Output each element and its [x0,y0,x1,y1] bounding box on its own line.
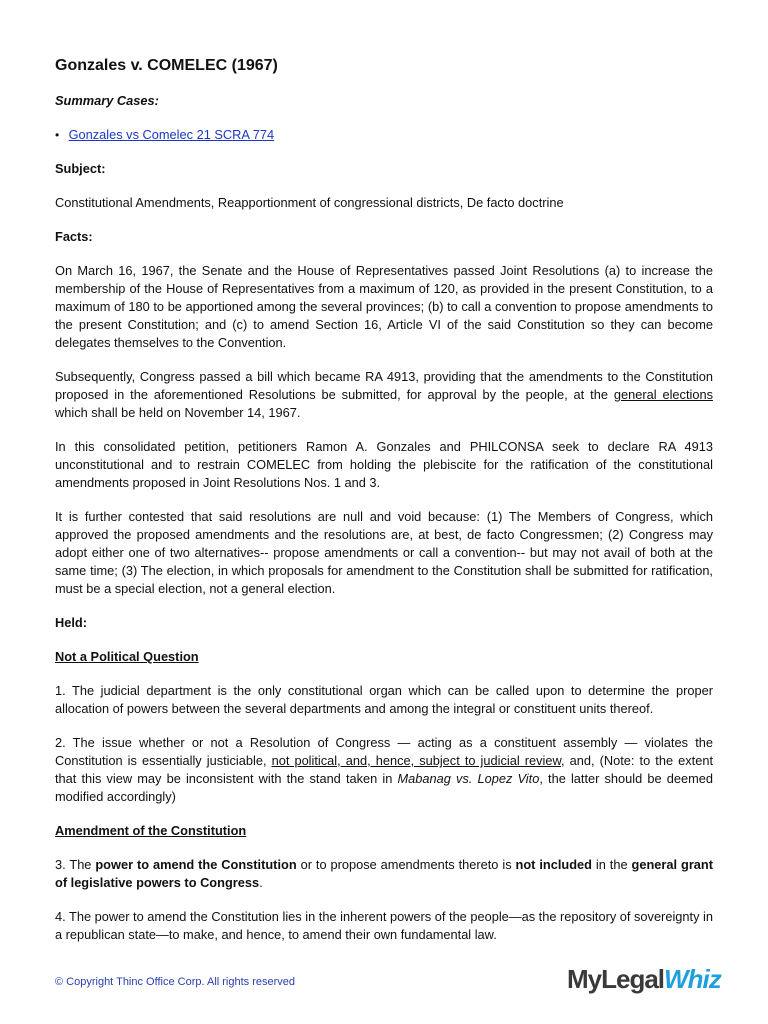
held-p3-bold-2: not included [515,857,592,872]
held-p3-bold-3: general grant of legislative powers to Congress [55,857,713,890]
facts-paragraph-2 [55,368,713,422]
logo-whiz-text: Whiz [664,964,721,994]
mylegalwhiz-logo [567,964,721,994]
facts-label: Facts: [55,229,93,244]
subject-text: Constitutional Amendments, Reapportionment of congressional districts, De facto doctrine [55,195,564,210]
document-body [55,56,713,960]
summary-cases-label: Summary Cases: [55,93,159,108]
section-heading-amendment: Amendment of the Constitution [55,823,247,838]
logo-legal-text: Legal [601,964,665,994]
facts-p2-text-b: which shall be held on November 14, 1967. [55,405,301,420]
subject-label: Subject: [55,161,106,176]
held-paragraph-1: 1. The judicial department is the only constitutional organ which can be called upon to determine the proper allocation of powers between the several departments and among the integral or constituent units thereof. [55,683,713,716]
held-paragraph-2 [55,734,713,806]
case-citation-text: Mabanag vs. Lopez Vito [397,771,540,786]
section-heading-political-question: Not a Political Question [55,649,199,664]
facts-p2-text-a: Subsequently, Congress passed a bill which became RA 4913, providing that the amendments to the Constitution proposed in the aforementioned Resolutions be submitted, for approval by the people, at the [55,369,713,402]
page-title: Gonzales v. COMELEC (1967) [55,57,278,74]
held-p2-text-b: , and, (Note: to the extent that this view may be inconsistent with the stand taken in [55,753,713,786]
judicial-review-text: not political, and, hence, subject to judicial review [271,753,562,768]
held-paragraph-4: 4. The power to amend the Constitution lies in the inherent powers of the people—as the repository of sovereignty in a republican state—to make, and hence, to amend their own fundamental law. [55,909,713,942]
held-p3-text-a: 3. The [55,857,96,872]
held-p3-text-d: . [259,875,263,890]
held-p3-bold-1: power to amend the Constitution [95,857,297,872]
facts-paragraph-1: On March 16, 1967, the Senate and the House of Representatives passed Joint Resolutions (a) to increase the membership of the House of Representatives from a maximum of 120, as provided in the present Constitution, to a maximum of 180 to be apportioned among the several provinces; (b) to call a convention to propose amendments to the present Constitution; and (c) to amend Section 16, Article VI of the said Constitution so they can become delegates themselves to the Convention. [55,263,713,350]
held-paragraph-3 [55,856,713,892]
bullet-icon: • [55,128,60,142]
held-p2-text-c: , the latter should be deemed modified accordingly) [55,771,714,804]
summary-list-item [55,126,713,144]
held-p3-text-c: in the [591,857,632,872]
held-label: Held: [55,615,87,630]
logo-my-text: My [567,964,602,994]
summary-case-link[interactable]: Gonzales vs Comelec 21 SCRA 774 [68,127,275,142]
held-p3-text-b: or to propose amendments thereto is [296,857,516,872]
held-p2-text-a: 2. The issue whether or not a Resolution of Congress — acting as a constituent assembly — violates the Constitution is essentially justiciable, [55,735,713,768]
facts-paragraph-3: In this consolidated petition, petitioners Ramon A. Gonzales and PHILCONSA seek to declare RA 4913 unconstitutional and to restrain COMELEC from holding the plebiscite for the ratification of the constitutional amendments proposed in Joint Resolutions Nos. 1 and 3. [55,439,713,490]
general-elections-text: general elections [613,387,713,402]
facts-paragraph-4: It is further contested that said resolutions are null and void because: (1) The Members of Congress, which approved the proposed amendments and the resolutions are, at best, de facto Congressmen; (2) Congress may adopt either one of two alternatives-- propose amendments or call a convention-- but may not avail of both at the same time; (3) The election, in which proposals for amendment to the Constitution shall be submitted for ratification, must be a special election, not a general election. [55,509,713,596]
copyright-footer: © Copyright Thinc Office Corp. All rights reserved [55,976,296,988]
